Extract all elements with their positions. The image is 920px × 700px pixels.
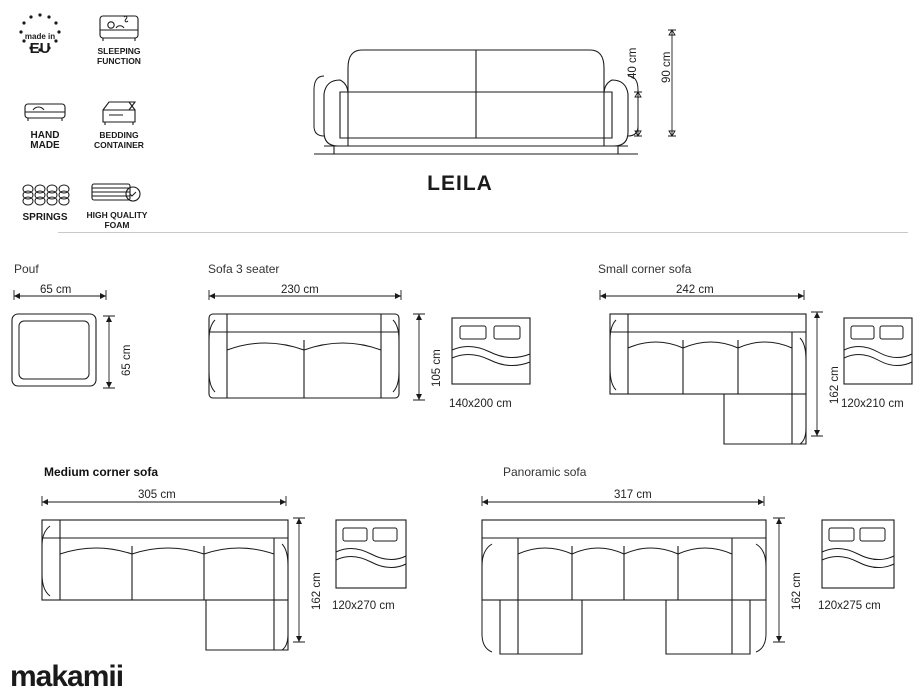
panoramic-bed-view [820,518,898,592]
pouf-depth-dimension [100,312,118,392]
variant-title-sofa-3-seater: Sofa 3 seater [208,262,280,276]
badge-label-line2: FUNCTION [97,56,141,66]
section-divider [58,232,908,233]
small-corner-sofa-top-view [596,310,812,450]
badge-made-in-eu [8,10,82,62]
variant-title-medium-corner: Medium corner sofa [44,465,159,479]
small-corner-depth-dimension [808,308,826,440]
sofa3-depth-dimension [410,310,428,404]
sofa3-width-label: 230 cm [281,284,319,296]
variant-title-small-corner: Small corner sofa [598,262,692,276]
brand-logo [10,660,123,694]
badge-label-line1: HAND [30,130,60,141]
brand-logo-text: makamii [10,660,124,693]
badge-sleeping-function [82,10,156,66]
medium-corner-depth-label: 162 cm [311,572,323,610]
small-corner-bed-view [842,316,916,388]
small-corner-width-label: 242 cm [676,284,714,296]
medium-corner-sofa-top-view [38,516,294,656]
sofa3-depth-label: 105 cm [431,349,443,387]
panoramic-depth-label: 162 cm [791,572,803,610]
pouf-depth-label: 65 cm [121,344,133,376]
small-corner-depth-label: 162 cm [829,366,841,404]
badge-label-line1: HIGH QUALITY [86,210,148,220]
small-corner-bed-label: 120x210 cm [841,398,904,410]
hero-total-height-label: 90 cm [661,51,673,83]
hand-made-icon [21,98,69,128]
badge-label-line2: MADE [30,140,60,151]
bedding-container-icon [97,96,141,128]
panoramic-depth-dimension [770,514,788,646]
hero-dimension-lines [626,20,686,160]
medium-corner-bed-view [334,518,410,592]
panoramic-width-label: 317 cm [614,489,652,501]
sofa-3-seater-bed-view [450,316,534,388]
badge-label-line2: EU [29,40,51,57]
variant-title-pouf: Pouf [14,262,39,276]
medium-corner-bed-label: 120x270 cm [332,600,395,612]
badge-label-line1: BEDDING [99,130,139,140]
sofa-3-seater-top-view [205,310,405,402]
medium-corner-width-label: 305 cm [138,489,176,501]
hero-seat-height-label: 40 cm [627,47,639,79]
medium-corner-depth-dimension [290,514,308,646]
sleeping-function-icon [97,10,141,44]
badge-hand-made [8,98,82,151]
badge-bedding-container [82,96,156,150]
badge-label-line1: SPRINGS [22,212,68,223]
page-title: LEILA [427,172,493,195]
badge-label-line1: SLEEPING [97,46,141,56]
panoramic-sofa-top-view [478,516,770,662]
badge-label-line2: FOAM [104,220,130,230]
variant-title-panoramic: Panoramic sofa [503,465,587,479]
pouf-top-view [10,312,106,390]
pouf-width-label: 65 cm [40,284,72,296]
badge-label-line2: CONTAINER [94,140,144,150]
sofa3-bed-label: 140x200 cm [449,398,512,410]
panoramic-bed-label: 120x275 cm [818,600,881,612]
badge-label-line1: made in [24,32,56,41]
